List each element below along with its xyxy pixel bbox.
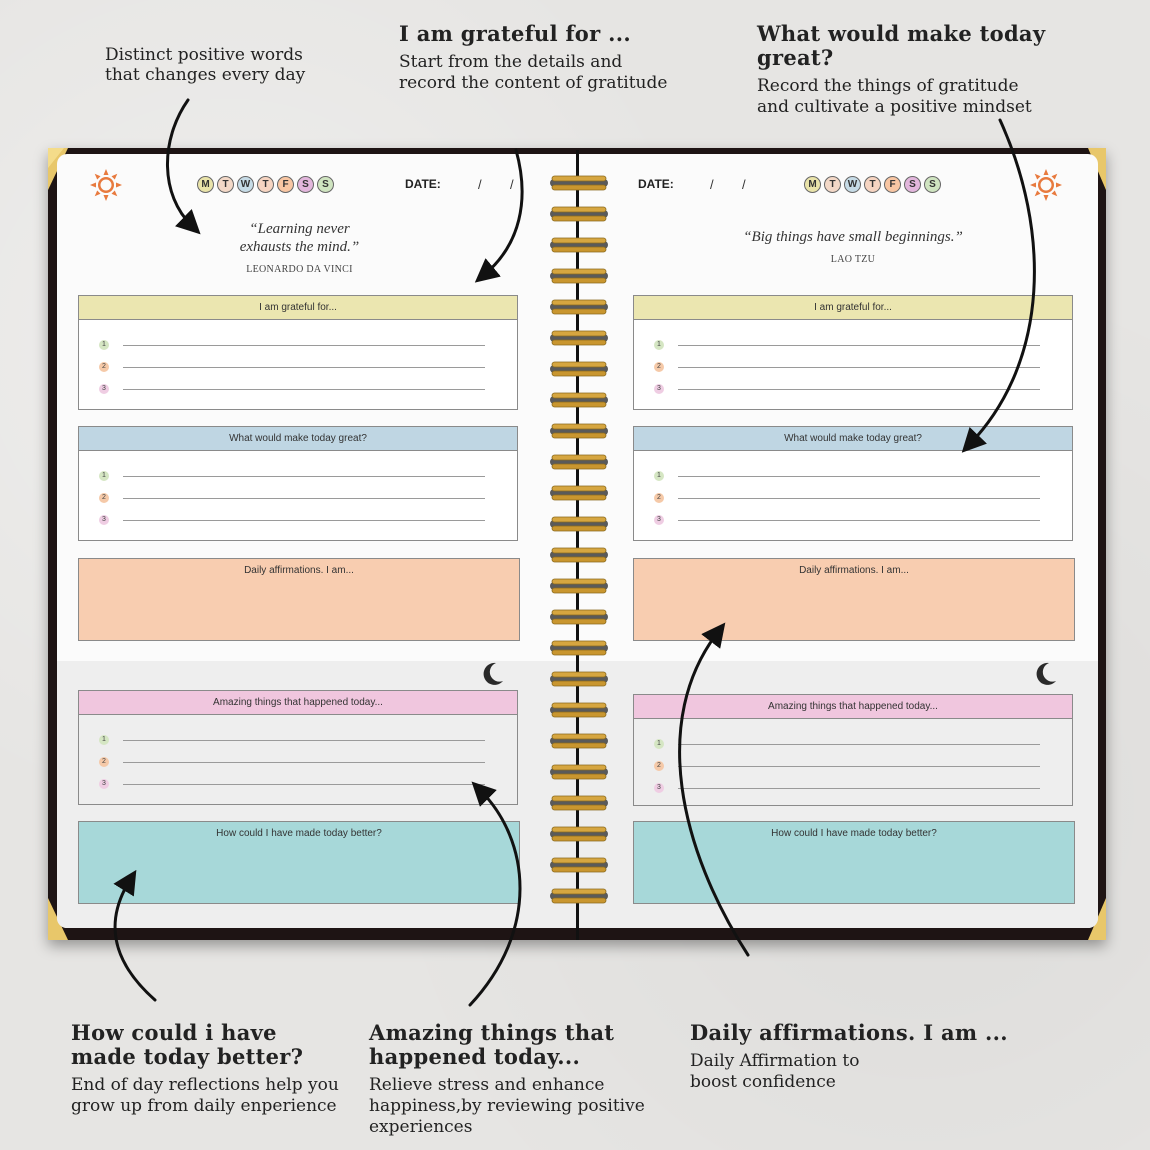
spiral-coil	[548, 608, 610, 626]
weekday-mon[interactable]: M	[804, 176, 821, 193]
grateful-box: I am grateful for... 1 2 3	[78, 295, 518, 410]
spiral-coil	[548, 422, 610, 440]
grateful-header: I am grateful for...	[79, 296, 517, 320]
weekday-fri[interactable]: F	[277, 176, 294, 193]
spiral-coil	[548, 670, 610, 688]
spiral-coil	[548, 391, 610, 409]
date-label: DATE:	[638, 177, 674, 191]
annotation-amazing-title: Amazing things that happened today...	[369, 1020, 615, 1069]
annotation-distinct-words	[105, 45, 325, 85]
annotation-grateful-text: Start from the details and record the content of gratitude	[399, 52, 668, 93]
date-sep: /	[478, 177, 482, 192]
moon-icon	[1035, 662, 1057, 686]
weekday-thu[interactable]: T	[257, 176, 274, 193]
spiral-coil	[548, 577, 610, 595]
spiral-coil	[548, 825, 610, 843]
date-sep: /	[742, 177, 746, 192]
spiral-coil	[548, 205, 610, 223]
better-box[interactable]: How could I have made today better?	[78, 821, 520, 904]
spiral-coil	[548, 763, 610, 781]
sun-icon	[90, 169, 122, 201]
date-sep: /	[710, 177, 714, 192]
quote-author: LEONARDO DA VINCI	[246, 264, 353, 275]
annotation-better	[71, 1021, 371, 1117]
date-sep: /	[510, 177, 514, 192]
weekday-sun[interactable]: S	[317, 176, 334, 193]
annotation-affirmations-text: Daily Affirmation to boost confidence	[690, 1051, 860, 1092]
sun-icon	[1030, 169, 1062, 201]
spiral-coil	[548, 732, 610, 750]
great-header: What would make today great?	[634, 427, 1072, 451]
weekday-tue[interactable]: T	[217, 176, 234, 193]
annotation-distinct-words-text: Distinct positive words that changes every day	[105, 45, 306, 85]
weekday-sun[interactable]: S	[924, 176, 941, 193]
amazing-box: Amazing things that happened today... 1 2 3	[78, 690, 518, 805]
weekday-wed[interactable]: W	[844, 176, 861, 193]
spiral-coil	[548, 484, 610, 502]
weekday-tue[interactable]: T	[824, 176, 841, 193]
amazing-box: Amazing things that happened today... 1 2 3	[633, 694, 1073, 806]
spiral-coil	[548, 236, 610, 254]
annotation-better-title: How could i have made today better?	[71, 1020, 304, 1069]
better-box[interactable]: How could I have made today better?	[633, 821, 1075, 904]
annotation-great	[757, 22, 1117, 118]
weekday-fri[interactable]: F	[884, 176, 901, 193]
annotation-affirmations	[690, 1021, 1010, 1093]
spiral-coil	[548, 174, 610, 192]
spiral-coil	[548, 639, 610, 657]
spiral-coil	[548, 298, 610, 316]
affirmations-box[interactable]: Daily affirmations. I am...	[633, 558, 1075, 641]
right-page	[578, 154, 1098, 928]
great-box: What would make today great? 1 2 3	[78, 426, 518, 541]
spiral-coil	[548, 329, 610, 347]
spiral-coil	[548, 887, 610, 905]
amazing-header: Amazing things that happened today...	[634, 695, 1072, 719]
annotation-grateful	[399, 22, 699, 94]
weekday-wed[interactable]: W	[237, 176, 254, 193]
annotation-affirmations-title: Daily affirmations. I am ...	[690, 1020, 1008, 1045]
spiral-coil	[548, 546, 610, 564]
date-label: DATE:	[405, 177, 441, 191]
spiral-coil	[548, 701, 610, 719]
weekday-thu[interactable]: T	[864, 176, 881, 193]
affirmations-box[interactable]: Daily affirmations. I am...	[78, 558, 520, 641]
amazing-header: Amazing things that happened today...	[79, 691, 517, 715]
annotation-grateful-title: I am grateful for ...	[399, 21, 631, 46]
weekday-selector	[197, 176, 334, 193]
spiral-coil	[548, 267, 610, 285]
spiral-coil	[548, 515, 610, 533]
annotation-better-text: End of day reflections help you grow up from daily enperience	[71, 1075, 339, 1116]
moon-icon	[482, 662, 504, 686]
spiral-coil	[548, 360, 610, 378]
weekday-sat[interactable]: S	[297, 176, 314, 193]
quote-author: LAO TZU	[830, 254, 876, 265]
weekday-mon[interactable]: M	[197, 176, 214, 193]
great-box: What would make today great? 1 2 3	[633, 426, 1073, 541]
weekday-selector	[804, 176, 941, 193]
grateful-header: I am grateful for...	[634, 296, 1072, 320]
daily-quote: “Big things have small beginnings.”	[743, 229, 963, 245]
spiral-coil	[548, 794, 610, 812]
left-page	[57, 154, 577, 928]
grateful-box: I am grateful for... 1 2 3	[633, 295, 1073, 410]
annotation-amazing	[369, 1021, 669, 1138]
annotation-amazing-text: Relieve stress and enhance happiness,by reviewing positive experiences	[369, 1075, 645, 1137]
weekday-sat[interactable]: S	[904, 176, 921, 193]
annotation-great-title: What would make today great?	[757, 21, 1046, 70]
great-header: What would make today great?	[79, 427, 517, 451]
daily-quote: “Learning never exhausts the mind.”	[239, 221, 360, 255]
annotation-great-text: Record the things of gratitude and cultivate a positive mindset	[757, 76, 1032, 117]
spiral-coil	[548, 453, 610, 471]
spiral-coil	[548, 856, 610, 874]
